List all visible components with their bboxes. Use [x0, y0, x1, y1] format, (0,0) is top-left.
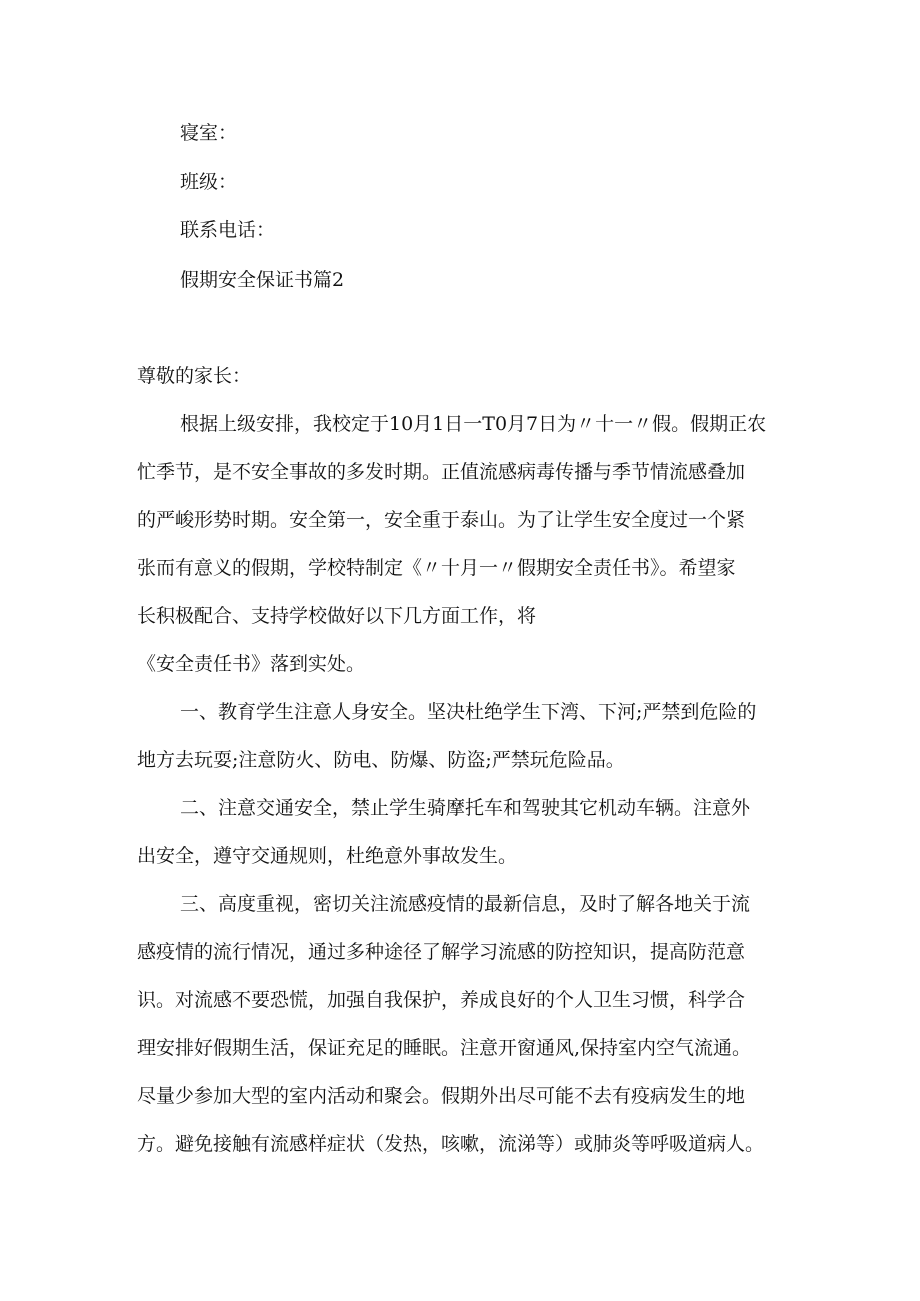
dorm-field-label: 寝室： — [180, 122, 238, 144]
paragraph-line: 根据上级安排，我校定于10月1日一T0月7日为〃十一〃假。假期正农 — [180, 413, 767, 435]
salutation: 尊敬的家长： — [137, 365, 252, 387]
paragraph-line: 地方去玩耍;注意防火、防电、防爆、防盗;严禁玩危险品。 — [137, 749, 625, 771]
class-field-label: 班级： — [180, 171, 238, 193]
paragraph-line: 尽量少参加大型的室内活动和聚会。假期外出尽可能不去有疫病发生的地 — [137, 1085, 746, 1107]
paragraph-flu-prevention — [137, 880, 797, 1168]
phone-field-label: 联系电话： — [180, 219, 276, 241]
paragraph-line: 《安全责任书》落到实处。 — [137, 653, 366, 675]
paragraph-line: 长积极配合、支持学校做好以下几方面工作，将 — [137, 605, 537, 627]
paragraph-line: 出安全，遵守交通规则，杜绝意外事故发生。 — [137, 845, 518, 867]
paragraph-traffic-safety — [137, 784, 797, 880]
paragraph-line: 张而有意义的假期，学校特制定《〃十月一〃假期安全责任书》。希望家 — [137, 557, 736, 579]
paragraph-line: 忙季节，是不安全事故的多发时期。正值流感病毒传播与季节情流感叠加 — [137, 461, 746, 483]
section-title: 假期安全保证书篇2 — [180, 269, 345, 291]
paragraph-line: 一、教育学生注意人身安全。坚决杜绝学生下湾、下河;严禁到危险的 — [180, 701, 757, 723]
paragraph-line: 理安排好假期生活，保证充足的睡眠。注意开窗通风,保持室内空气流通。 — [137, 1037, 752, 1059]
paragraph-line: 感疫情的流行情况，通过多种途径了解学习流感的防控知识，提高防范意 — [137, 941, 746, 963]
paragraph-personal-safety — [137, 688, 797, 784]
paragraph-line: 三、高度重视，密切关注流感疫情的最新信息，及时了解各地关于流 — [180, 893, 751, 915]
paragraph-holiday-arrangement — [137, 400, 797, 688]
paragraph-line: 二、注意交通安全，禁止学生骑摩托车和驾驶其它机动车辆。注意外 — [180, 797, 751, 819]
paragraph-line: 识。对流感不要恐慌，加强自我保护，养成良好的个人卫生习惯，科学合 — [137, 989, 746, 1011]
paragraph-line: 的严峻形势时期。安全第一，安全重于泰山。为了让学生安全度过一个紧 — [137, 509, 746, 531]
paragraph-line: 方。避免接触有流感样症状（发热，咳嗽，流涕等）或肺炎等呼吸道病人。 — [137, 1133, 765, 1155]
